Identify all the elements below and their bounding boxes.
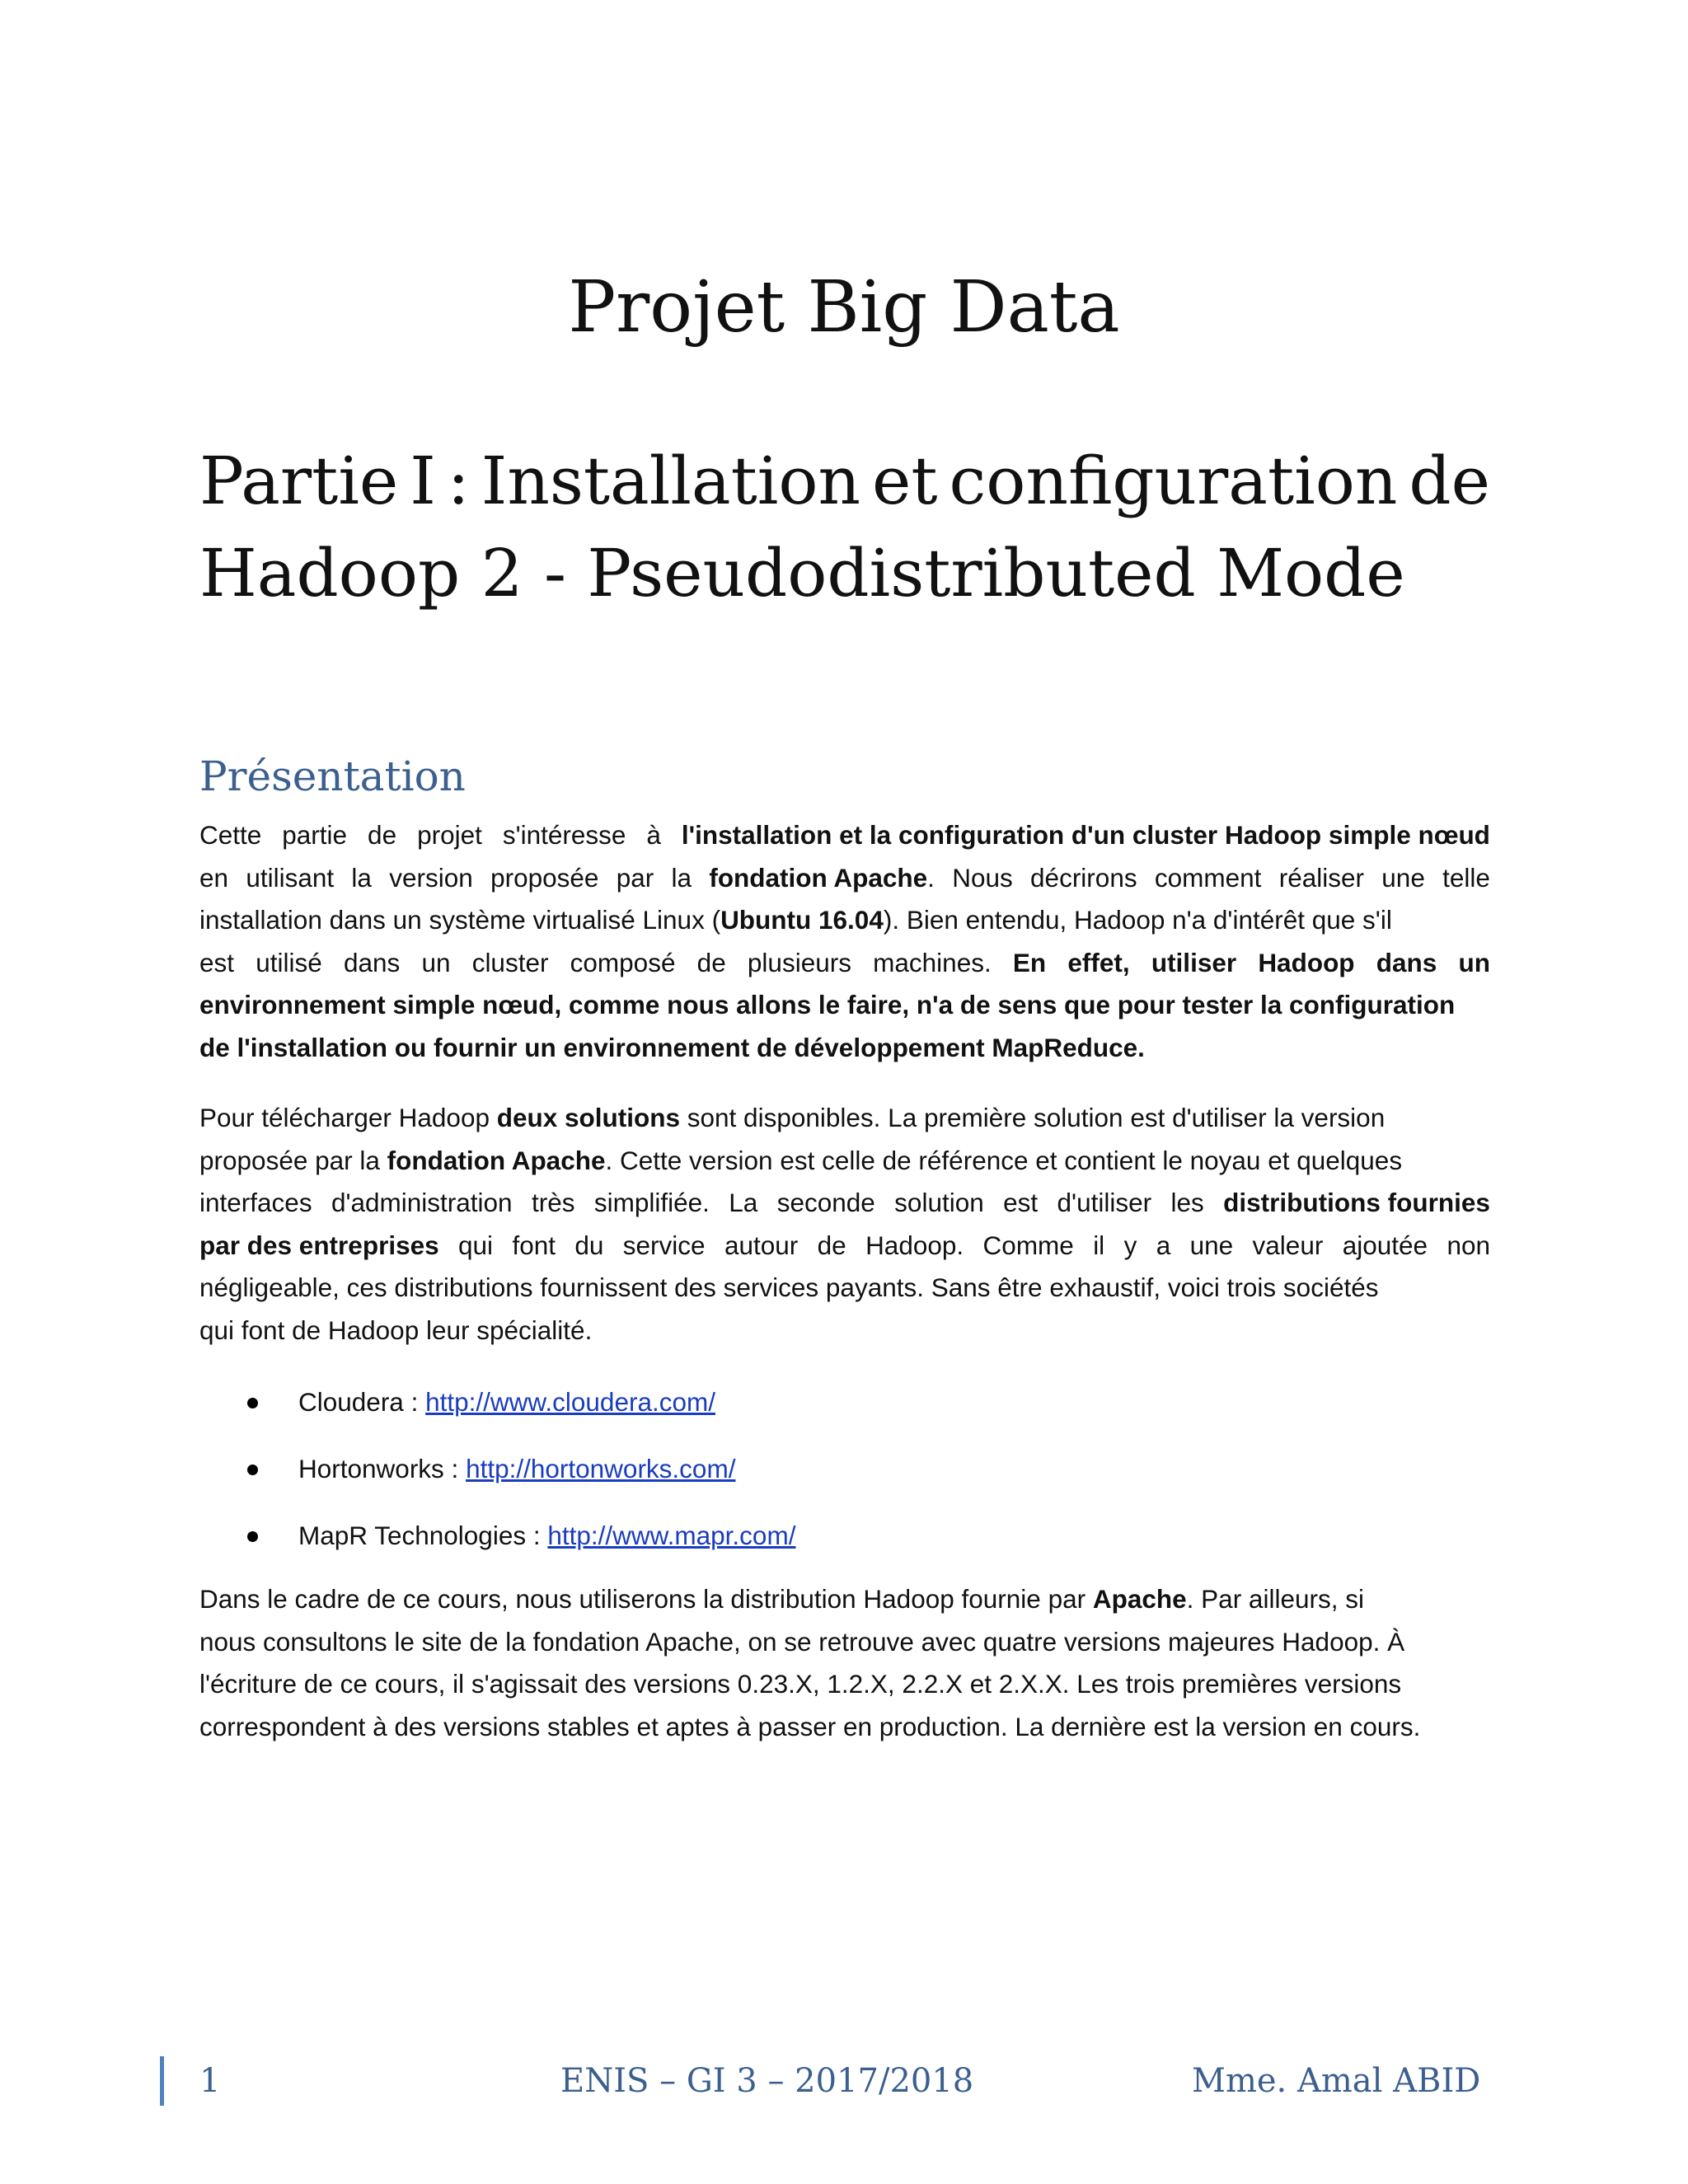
paragraph-line: est utilisé dans un cluster composé de plusieurs machines. En effet, utiliser Hadoop dans un	[199, 947, 1490, 977]
section-heading-presentation: Présentation	[199, 752, 466, 800]
paragraph-line: Dans le cadre de ce cours, nous utiliserons la distribution Hadoop fournie par Apache. Par ailleurs, si	[199, 1584, 1364, 1614]
hortonworks-link[interactable]: http://hortonworks.com/	[466, 1454, 736, 1483]
part-title-word: Installation	[481, 443, 861, 519]
paragraph-line: Cette partie de projet s'intéresse à l'installation et la configuration d'un cluster Hadoop simple nœud	[199, 820, 1490, 850]
part-title-word: Partie	[199, 443, 399, 519]
bullet-icon	[247, 1465, 258, 1475]
part-title-word: et	[872, 443, 938, 519]
part-title	[199, 435, 1490, 620]
footer-divider	[160, 2056, 164, 2106]
document-page: Projet Big Data Partie I : Installation et configuration de Hadoop 2 - Pseudodistributed Mode Présentation Cette partie de projet s'intéresse à l'installation et la configuration d'un cluster Hadoop simple nœud en utilisant la version proposée par la fondation Apache. Nous décrirons comment réaliser une telle installation dans un système virtualisé Linux (Ubuntu 16.04). Bien entendu, Hadoop n'a d'intérêt que s'il est utilisé dans un cluster composé de plusieurs machines. En effet, utiliser Hadoop dans un environnement simple nœud, comme nous allons le faire, n'a de sens que pour tester la configuration de l'installation ou fournir un environnement de développement MapReduce. Pour télécharger Hadoop deux solutions sont disponibles. La première solution est d'utiliser la version proposée par la fondation Apache. Cette version est celle de référence et contient le noyau et quelques interfaces d'administration très simplifiée. La seconde solution est d'utiliser les distributions fournies par des entreprises qui font du service autour de Hadoop. Comme il y a une valeur ajoutée non négligeable, ces distributions fournissent des services payants. Sans être exhaustif, voici trois sociétés qui font de Hadoop leur spécialité. Cloudera : http://www.cloudera.com/ Hortonworks : http://hortonworks.com/ MapR Technologies : http://www.mapr.com/ Dans le cadre de ce cours, nous utiliserons la distribution Hadoop fournie par Apache. Par ailleurs, si nous consultons le site de la fondation Apache, on se retrouve avec quatre versions majeures Hadoop. À l'écriture de ce cours, il s'agissait des versions 0.23.X, 1.2.X, 2.2.X et 2.X.X. Les trois premières versions correspondent à des versions stables et aptes à passer en production. La dernière est la version en cours. 1 ENIS – GI 3 – 2017/2018 Mme. Amal ABID	[0, 0, 1688, 2184]
paragraph-line: installation dans un système virtualisé Linux (Ubuntu 16.04). Bien entendu, Hadoop n'a d'intérêt que s'il	[199, 905, 1392, 935]
part-title-word: :	[447, 443, 470, 519]
part-title-line-2: Hadoop 2 - Pseudodistributed Mode	[199, 535, 1405, 612]
paragraph-line: négligeable, ces distributions fournissent des services payants. Sans être exhaustif, voici trois sociétés	[199, 1272, 1379, 1302]
paragraph-line: proposée par la fondation Apache. Cette version est celle de référence et contient le noyau et quelques	[199, 1145, 1403, 1175]
bullet-icon	[247, 1531, 258, 1542]
paragraph-line: correspondent à des versions stables et aptes à passer en production. La dernière est la version en cours.	[199, 1711, 1421, 1741]
paragraph-versions	[199, 1578, 1490, 1748]
paragraph-line: nous consultons le site de la fondation Apache, on se retrouve avec quatre versions majeures Hadoop. À	[199, 1626, 1405, 1657]
document-title: Projet Big Data	[568, 266, 1120, 349]
paragraph-line: environnement simple nœud, comme nous allons le faire, n'a de sens que pour tester la configuration	[199, 990, 1456, 1019]
paragraph-download	[199, 1097, 1490, 1352]
paragraph-line: qui font de Hadoop leur spécialité.	[199, 1315, 593, 1345]
part-title-word: configuration	[949, 443, 1398, 519]
bullet-icon	[247, 1398, 258, 1408]
footer-author: Mme. Amal ABID	[1192, 2062, 1481, 2100]
paragraph-line: en utilisant la version proposée par la fondation Apache. Nous décrirons comment réaliser une telle	[199, 862, 1490, 893]
page-number: 1	[199, 2062, 221, 2100]
paragraph-line: Pour télécharger Hadoop deux solutions sont disponibles. La première solution est d'utiliser la version	[199, 1103, 1386, 1132]
part-title-word: I	[410, 443, 436, 519]
paragraph-line: par des entreprises qui font du service autour de Hadoop. Comme il y a une valeur ajoutée non	[199, 1230, 1490, 1260]
footer-course: ENIS – GI 3 – 2017/2018	[560, 2062, 974, 2100]
part-title-line-1	[199, 435, 1490, 527]
paragraph-line: de l'installation ou fournir un environnement de développement MapReduce.	[199, 1032, 1145, 1062]
paragraph-line: interfaces d'administration très simplifiée. La seconde solution est d'utiliser les distributions fournies	[199, 1188, 1490, 1217]
part-title-word: de	[1409, 443, 1490, 519]
paragraph-intro	[199, 814, 1490, 1069]
cloudera-link[interactable]: http://www.cloudera.com/	[425, 1387, 715, 1417]
paragraph-line: l'écriture de ce cours, il s'agissait des versions 0.23.X, 1.2.X, 2.2.X et 2.X.X. Les trois premières versions	[199, 1669, 1402, 1699]
mapr-link[interactable]: http://www.mapr.com/	[547, 1521, 796, 1550]
